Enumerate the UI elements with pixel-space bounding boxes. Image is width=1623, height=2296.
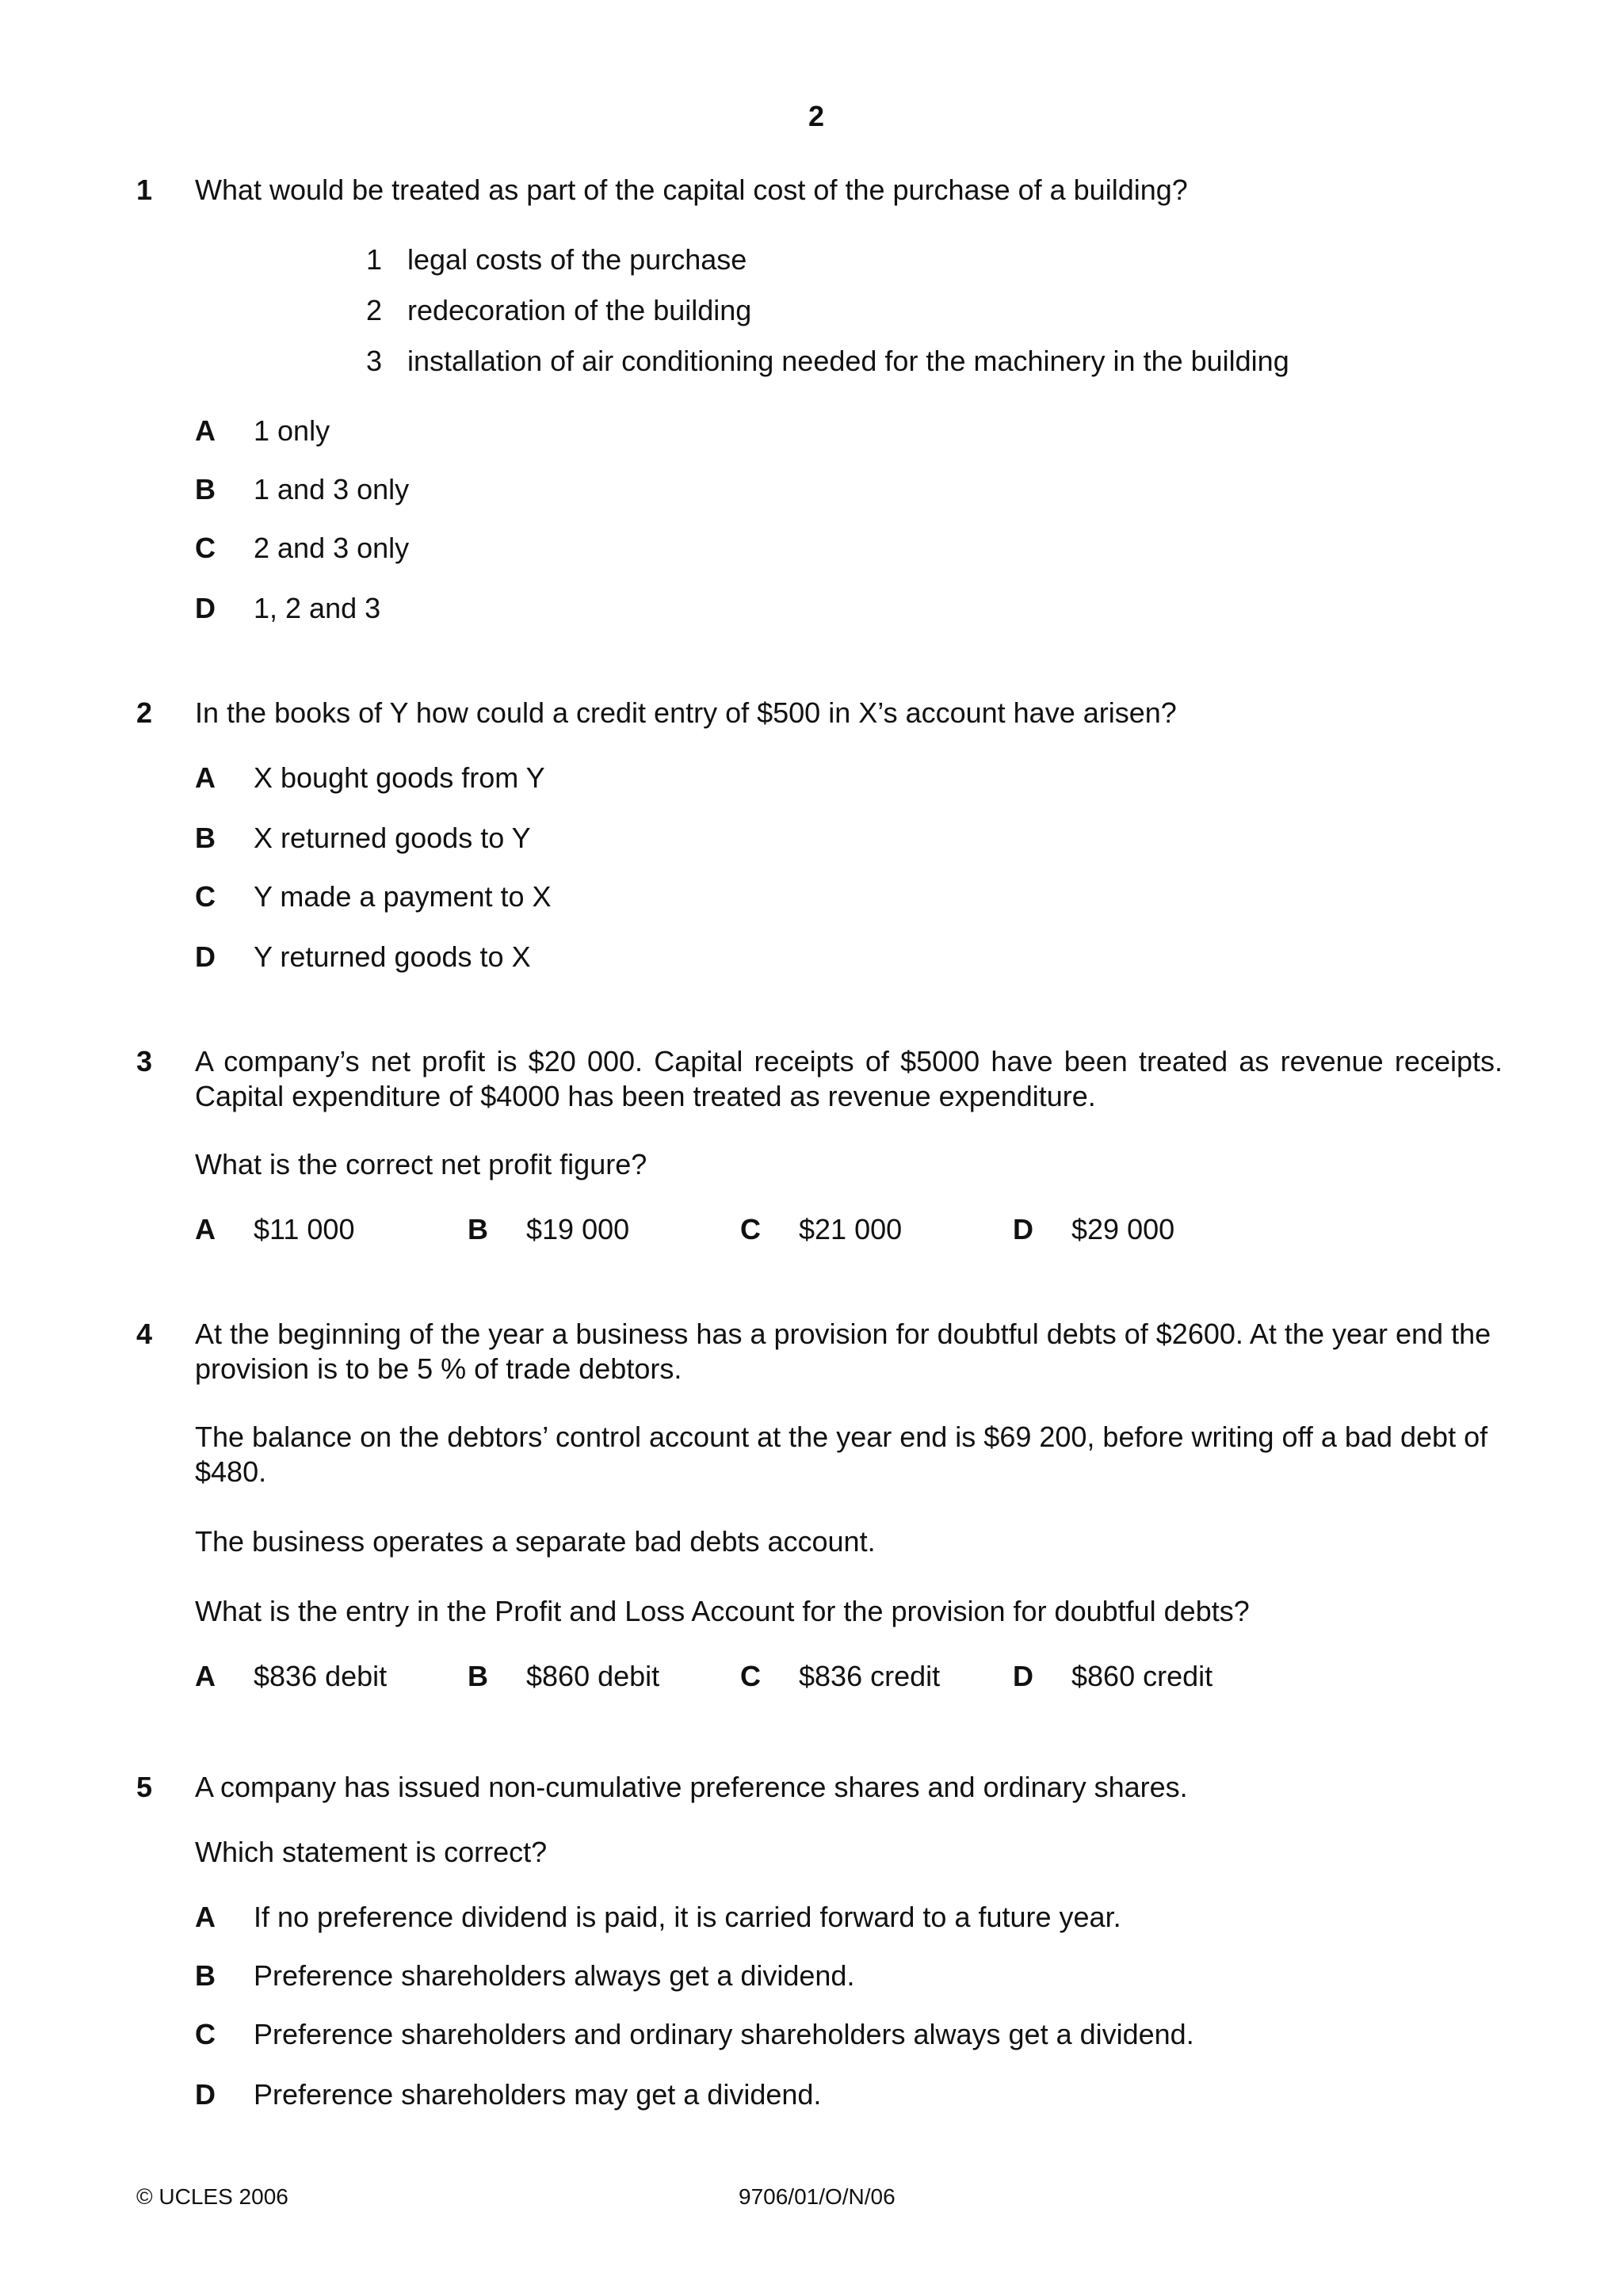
- footer-copyright: © UCLES 2006: [136, 2184, 288, 2209]
- question-paragraph: The business operates a separate bad debts account.: [195, 1525, 876, 1558]
- question-stem: In the books of Y how could a credit entry of $500 in X’s account have arisen?: [195, 696, 1177, 729]
- option-text: Y made a payment to X: [254, 880, 552, 913]
- option-letter: C: [195, 532, 216, 564]
- question-stem: What would be treated as part of the capital cost of the purchase of a building?: [195, 174, 1188, 206]
- option-letter: A: [195, 414, 216, 447]
- item-text: legal costs of the purchase: [407, 243, 747, 276]
- question-number: 3: [136, 1045, 153, 1077]
- option-text: $836 credit: [799, 1660, 941, 1692]
- answer-option: [740, 1659, 940, 1694]
- page-number: 2: [808, 100, 825, 132]
- option-letter: B: [195, 1959, 216, 1992]
- option-text: $19 000: [526, 1213, 630, 1245]
- list-item: [366, 344, 1289, 379]
- item-number: 1: [366, 243, 383, 276]
- option-text: X returned goods to Y: [254, 822, 531, 854]
- option-text: If no preference dividend is paid, it is carried forward to a future year.: [254, 1901, 1121, 1933]
- option-text: Preference shareholders and ordinary shareholders always get a dividend.: [254, 2018, 1194, 2050]
- item-number: 3: [366, 345, 383, 377]
- option-letter: D: [195, 2078, 216, 2111]
- answer-option: [740, 1212, 902, 1247]
- answer-option: [1013, 1659, 1212, 1694]
- answer-option: [195, 821, 531, 856]
- option-letter: B: [195, 822, 216, 854]
- answer-option: [195, 531, 409, 566]
- option-letter: C: [195, 880, 216, 913]
- answer-option: [195, 1900, 1121, 1935]
- option-letter: A: [195, 1213, 216, 1245]
- answer-option: [195, 414, 330, 448]
- option-letter: B: [468, 1660, 488, 1692]
- question-number: 5: [136, 1771, 153, 1803]
- question-number: 1: [136, 174, 153, 206]
- option-letter: D: [195, 592, 216, 624]
- option-text: $29 000: [1071, 1213, 1175, 1245]
- option-letter: A: [195, 1660, 216, 1692]
- option-text: $860 debit: [526, 1660, 660, 1692]
- option-text: Preference shareholders always get a dividend.: [254, 1959, 855, 1992]
- answer-option: [468, 1659, 659, 1694]
- item-number: 2: [366, 294, 383, 326]
- option-letter: D: [1013, 1213, 1033, 1245]
- option-text: $860 credit: [1071, 1660, 1213, 1692]
- question-number: 4: [136, 1318, 153, 1350]
- answer-option: [195, 1958, 854, 1993]
- question-prompt: What is the correct net profit figure?: [195, 1148, 647, 1180]
- option-letter: B: [195, 473, 216, 505]
- option-letter: C: [195, 2018, 216, 2050]
- answer-option: [195, 940, 531, 974]
- option-letter: D: [195, 940, 216, 973]
- answer-option: [195, 2077, 821, 2112]
- option-text: $21 000: [799, 1213, 903, 1245]
- question-number: 2: [136, 696, 153, 729]
- answer-option: [468, 1212, 629, 1247]
- footer-paper-code: 9706/01/O/N/06: [739, 2184, 896, 2209]
- option-text: 1 only: [254, 414, 330, 447]
- option-text: $11 000: [254, 1213, 355, 1245]
- option-text: 1, 2 and 3: [254, 592, 381, 624]
- list-item: [366, 293, 751, 328]
- option-letter: B: [468, 1213, 488, 1245]
- item-text: redecoration of the building: [407, 294, 752, 326]
- option-letter: C: [740, 1213, 761, 1245]
- option-text: Preference shareholders may get a dividend.: [254, 2078, 822, 2111]
- answer-option: [195, 761, 545, 795]
- list-item: [366, 242, 747, 277]
- answer-option: [195, 1212, 354, 1247]
- answer-option: [195, 2017, 1194, 2052]
- answer-option: [195, 1659, 387, 1694]
- answer-option: [195, 591, 380, 626]
- option-text: X bought goods from Y: [254, 761, 545, 794]
- option-text: 1 and 3 only: [254, 473, 410, 505]
- item-text: installation of air conditioning needed for the machinery in the building: [407, 345, 1289, 377]
- option-letter: A: [195, 761, 216, 794]
- question-prompt: What is the entry in the Profit and Loss Account for the provision for doubtful debts?: [195, 1595, 1250, 1627]
- question-prompt: Which statement is correct?: [195, 1836, 548, 1868]
- option-letter: C: [740, 1660, 761, 1692]
- question-stem: At the beginning of the year a business has a provision for doubtful debts of $2600. At the year end the provision is to be 5 % of trade debtors.: [195, 1318, 1491, 1385]
- option-letter: D: [1013, 1660, 1033, 1692]
- question-stem: A company’s net profit is $20 000. Capital receipts of $5000 have been treated as revenue receipts. Capital expenditure of $4000 has been treated as revenue expenditure.: [195, 1045, 1503, 1112]
- option-text: $836 debit: [254, 1660, 388, 1692]
- question-paragraph: The balance on the debtors’ control account at the year end is $69 200, before writing off a bad debt of $480.: [195, 1421, 1488, 1488]
- answer-option: [195, 472, 409, 507]
- answer-option: [1013, 1212, 1174, 1247]
- option-letter: A: [195, 1901, 216, 1933]
- option-text: Y returned goods to X: [254, 940, 531, 973]
- answer-option: [195, 879, 552, 914]
- option-text: 2 and 3 only: [254, 532, 410, 564]
- question-stem: A company has issued non-cumulative preference shares and ordinary shares.: [195, 1771, 1188, 1803]
